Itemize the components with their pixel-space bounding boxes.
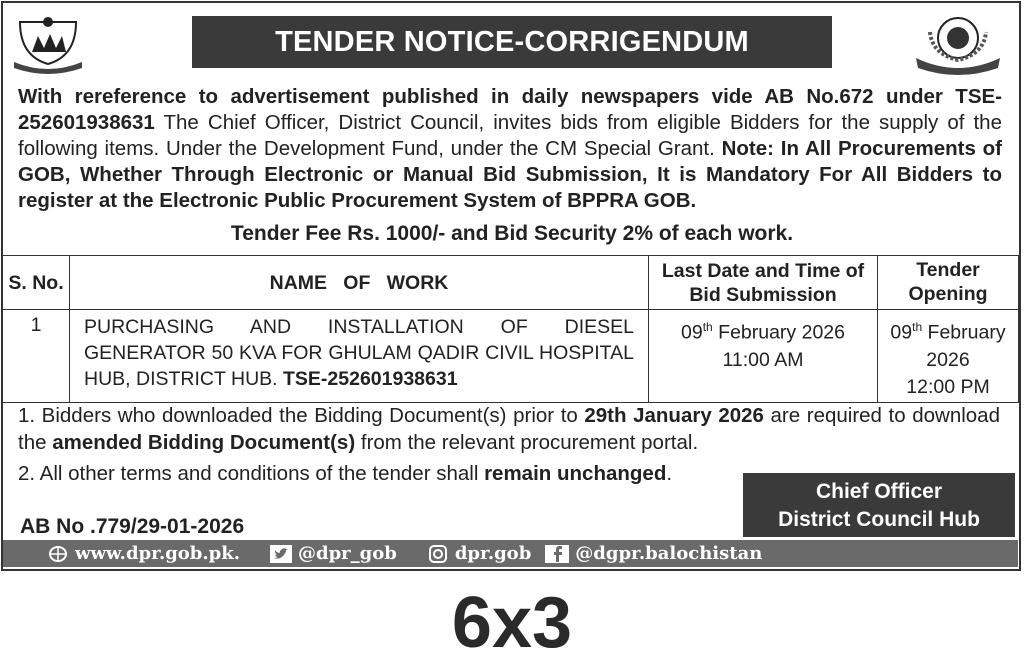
globe-icon: [47, 545, 69, 563]
footer-facebook[interactable]: @dgpr.balochistan: [545, 543, 762, 564]
footer-website[interactable]: www.dpr.gob.pk.: [47, 543, 240, 564]
ab-number: AB No .779/29-01-2026: [20, 515, 245, 538]
seal-logo-icon: [912, 10, 1004, 76]
intro-reference: With rereference to advertisement published in daily newspapers vide AB No.672 under TSE-252601938631: [18, 85, 1002, 134]
works-table: [2, 255, 1019, 403]
header-sno: S. No.: [3, 256, 70, 310]
header-opening: Tender Opening: [878, 256, 1019, 310]
row-opening: 09th February 2026 12:00 PM: [878, 310, 1019, 403]
row-work: PURCHASING AND INSTALLATION OF DIESEL GENERATOR 50 KVA FOR GHULAM QADIR CIVIL HOSPITAL HUB, DISTRICT HUB. TSE-252601938631: [70, 310, 649, 403]
facebook-icon: [545, 545, 569, 563]
header-name-of-work: NAME OF WORK: [70, 256, 649, 310]
signature-office: District Council Hub: [778, 508, 980, 531]
table-row: [3, 310, 1019, 403]
intro-note: Note: In All Procurements of GOB, Whether Through Electronic or Manual Bid Submission, It is Mandatory For All Bidders to register at the Electronic Public Procurement System of BPPRA GOB.: [18, 137, 1002, 212]
intro-paragraph: [18, 84, 1002, 214]
work-tse-ref: TSE-252601938631: [283, 368, 458, 390]
footer-instagram[interactable]: dpr.gob: [427, 543, 531, 564]
table-header-row: [3, 256, 1019, 310]
intro-body: The Chief Officer, District Council, invites bids from eligible Bidders for the supply of the following items. Under the Development Fund, under the CM Special Grant.: [18, 111, 1002, 160]
signature-title: Chief Officer: [815, 480, 943, 503]
note-2: 2. All other terms and conditions of the tender shall remain unchanged.: [18, 462, 673, 485]
twitter-icon: [270, 545, 292, 563]
page-title: TENDER NOTICE-CORRIGENDUM: [192, 16, 832, 68]
row-submission: 09th February 2026 11:00 AM: [649, 310, 878, 403]
signature-box: [743, 473, 1015, 537]
ad-size-label: 6x3: [451, 583, 573, 663]
emblem-logo-icon: [12, 12, 84, 74]
tender-fee: Tender Fee Rs. 1000/- and Bid Security 2% of each work.: [230, 222, 794, 245]
row-sno: 1: [3, 310, 70, 403]
footer-bar: [3, 540, 1018, 567]
note-1: 1. Bidders who downloaded the Bidding Document(s) prior to 29th January 2026 are required to download the amended Bidding Document(s) from the relevant procurement portal.: [18, 404, 1000, 454]
instagram-icon: [427, 545, 449, 563]
footer-twitter[interactable]: @dpr_gob: [270, 543, 397, 564]
header-submission: Last Date and Time of Bid Submission: [649, 256, 878, 310]
